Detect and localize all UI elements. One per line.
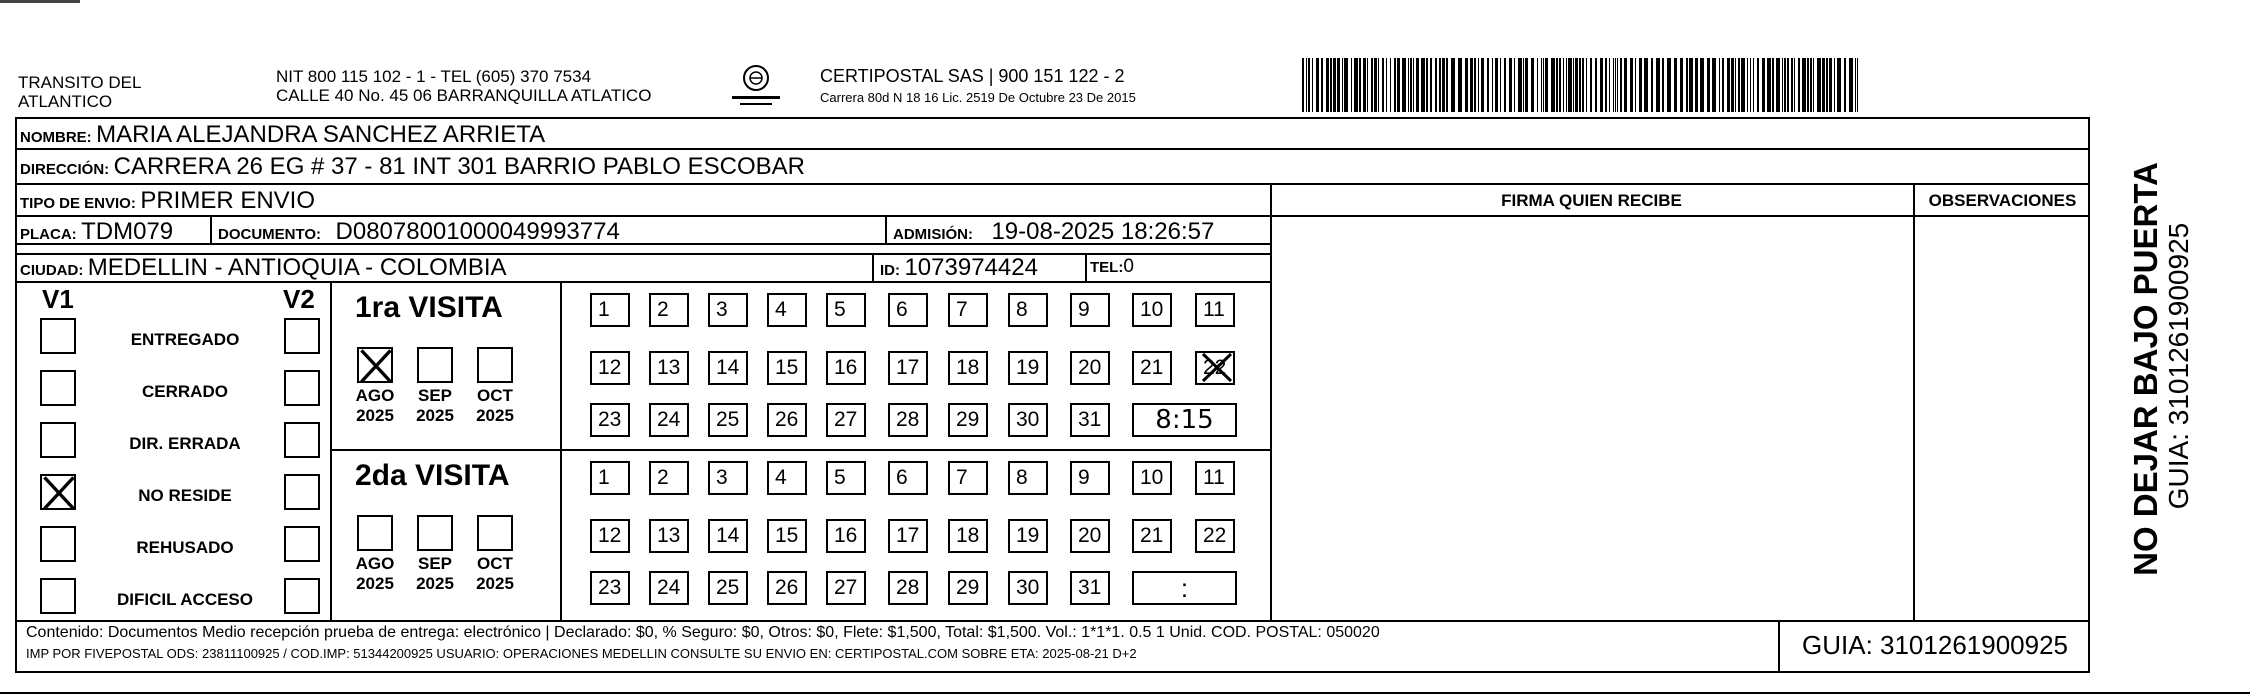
month-year: 2025 — [416, 574, 454, 593]
status-v2-checkbox[interactable] — [284, 422, 320, 458]
direccion-row — [20, 153, 805, 181]
visit-title: 2da VISITA — [355, 459, 510, 492]
certipostal-logo-icon — [728, 62, 784, 110]
nombre-value: MARIA ALEJANDRA SANCHEZ ARRIETA — [96, 121, 546, 148]
footer-content — [26, 624, 1766, 661]
status-v2-checkbox[interactable] — [284, 370, 320, 406]
id-value: 1073974424 — [904, 254, 1038, 281]
month-checkbox[interactable] — [477, 347, 513, 383]
ciudad-value: MEDELLIN - ANTIOQUIA - COLOMBIA — [87, 254, 507, 281]
placa-label: PLACA: — [20, 226, 77, 243]
admision-value: 19-08-2025 18:26:57 — [991, 218, 1215, 245]
firma-area[interactable] — [1274, 219, 1910, 617]
day-box[interactable]: 2 — [649, 293, 689, 327]
status-v1-checkbox[interactable] — [40, 526, 76, 562]
day-box[interactable]: 27 — [826, 403, 866, 437]
status-label: REHUSADO — [136, 538, 234, 557]
firma-divider — [1270, 183, 1272, 620]
day-box[interactable]: 11 — [1195, 293, 1235, 327]
status-v1-checkbox[interactable] — [40, 474, 76, 510]
direccion-value: CARRERA 26 EG # 37 - 81 INT 301 BARRIO PABLO ESCOBAR — [113, 153, 806, 180]
documento-cell — [218, 218, 620, 246]
firma-header: FIRMA QUIEN RECIBE — [1501, 191, 1682, 210]
status-v1-checkbox[interactable] — [40, 370, 76, 406]
cert-line-1: CERTIPOSTAL SAS | 900 151 122 - 2 — [820, 66, 1125, 86]
month-checkbox[interactable] — [357, 515, 393, 551]
org-line-1: TRANSITO DEL — [18, 73, 142, 92]
day-box[interactable]: 15 — [767, 519, 807, 553]
day-box[interactable]: 3 — [708, 461, 748, 495]
documento-value: D08078001000049993774 — [335, 218, 620, 245]
placa-value: TDM079 — [81, 218, 174, 245]
direccion-label: DIRECCIÓN: — [20, 161, 110, 178]
day-box[interactable]: 12 — [590, 519, 630, 553]
day-box[interactable]: 15 — [767, 351, 807, 385]
cell-divider — [1085, 253, 1087, 281]
observaciones-area[interactable] — [1917, 219, 2087, 617]
month-year: 2025 — [476, 574, 514, 593]
status-v2-checkbox[interactable] — [284, 526, 320, 562]
day-box[interactable]: 20 — [1070, 519, 1110, 553]
day-box[interactable]: 17 — [888, 351, 928, 385]
month-checkbox[interactable] — [357, 347, 393, 383]
month-name: SEP — [417, 554, 453, 573]
day-box[interactable]: 6 — [888, 461, 928, 495]
day-box[interactable]: 14 — [708, 519, 748, 553]
day-box[interactable]: 30 — [1008, 571, 1048, 605]
status-label: NO RESIDE — [138, 486, 232, 505]
day-box[interactable]: 13 — [649, 351, 689, 385]
day-box[interactable]: 4 — [767, 461, 807, 495]
side-text — [2096, 150, 2216, 590]
day-box[interactable]: 28 — [888, 403, 928, 437]
nombre-label: NOMBRE: — [20, 129, 92, 146]
day-box[interactable]: 22 — [1195, 351, 1235, 385]
day-box[interactable]: 5 — [826, 293, 866, 327]
day-box[interactable]: 20 — [1070, 351, 1110, 385]
time-box[interactable]: : — [1132, 571, 1237, 605]
day-box[interactable]: 9 — [1070, 461, 1110, 495]
time-box[interactable]: 8:15 — [1132, 403, 1237, 437]
day-box[interactable]: 26 — [767, 403, 807, 437]
day-box[interactable]: 3 — [708, 293, 748, 327]
day-box[interactable]: 26 — [767, 571, 807, 605]
day-box[interactable]: 12 — [590, 351, 630, 385]
footer-line-2: IMP POR FIVEPOSTAL ODS: 23811100925 / COD.IMP: 51344200925 USUARIO: OPERACIONES MEDELLIN CONSULTE SU ENVIO EN: CERTIPOSTAL.COM SOBRE ETA: 2025-08-21 D+2 — [26, 646, 1137, 661]
day-box[interactable]: 25 — [708, 403, 748, 437]
footer-line-1: Contenido: Documentos Medio recepción prueba de entrega: electrónico | Declarado: $0, % Seguro: $0, Otros: $0, Flete: $1,500, Total: $1,500. Vol.: 1*1*1. 0.5 1 Unid. COD. POSTAL: 050020 — [26, 624, 1380, 641]
day-box[interactable]: 27 — [826, 571, 866, 605]
day-box[interactable]: 19 — [1008, 519, 1048, 553]
day-box[interactable]: 8 — [1008, 461, 1048, 495]
certipostal-block — [820, 66, 1136, 105]
day-box[interactable]: 24 — [649, 403, 689, 437]
observaciones-header: OBSERVACIONES — [1928, 191, 2077, 210]
tel-cell — [1090, 256, 1134, 278]
day-box[interactable]: 16 — [826, 351, 866, 385]
day-box[interactable]: 7 — [948, 293, 988, 327]
footer-guia-box — [1778, 622, 2090, 671]
day-box[interactable]: 21 — [1132, 351, 1172, 385]
day-box[interactable]: 9 — [1070, 293, 1110, 327]
month-checkbox[interactable] — [417, 347, 453, 383]
bottom-edge — [0, 692, 2250, 694]
scan-artifact — [0, 0, 80, 3]
day-box[interactable]: 23 — [590, 571, 630, 605]
day-box[interactable]: 1 — [590, 293, 630, 327]
day-box[interactable]: 28 — [888, 571, 928, 605]
status-label: ENTREGADO — [130, 330, 240, 349]
month-year: 2025 — [416, 406, 454, 425]
tipo-value: PRIMER ENVIO — [140, 187, 316, 214]
month-checkbox[interactable] — [477, 515, 513, 551]
status-label: CERRADO — [142, 382, 228, 401]
documento-label: DOCUMENTO: — [218, 226, 322, 243]
day-box[interactable]: 6 — [888, 293, 928, 327]
status-v2-checkbox[interactable] — [284, 318, 320, 354]
nombre-row — [20, 121, 545, 149]
admision-label: ADMISIÓN: — [893, 226, 973, 243]
day-box[interactable]: 29 — [948, 403, 988, 437]
admision-cell — [893, 218, 1214, 246]
day-box[interactable]: 10 — [1132, 293, 1172, 327]
day-box[interactable]: 23 — [590, 403, 630, 437]
day-box[interactable]: 29 — [948, 571, 988, 605]
cell-divider — [210, 215, 212, 243]
day-box[interactable]: 8 — [1008, 293, 1048, 327]
org-name — [18, 73, 141, 111]
day-box[interactable]: 31 — [1070, 403, 1110, 437]
status-v1-checkbox[interactable] — [40, 422, 76, 458]
status-v1-checkbox[interactable] — [40, 318, 76, 354]
nit-line-2: CALLE 40 No. 45 06 BARRANQUILLA ATLATICO — [276, 86, 652, 105]
cell-divider — [872, 253, 874, 281]
id-cell — [880, 254, 1038, 282]
ciudad-row — [20, 254, 507, 282]
side-warning: NO DEJAR BAJO PUERTA — [2127, 162, 2164, 576]
month-year: 2025 — [476, 406, 514, 425]
v2-header: V2 — [283, 284, 315, 314]
tel-value: 0 — [1123, 256, 1134, 277]
day-box[interactable]: 1 — [590, 461, 630, 495]
status-v1-checkbox[interactable] — [40, 578, 76, 614]
day-box[interactable]: 25 — [708, 571, 748, 605]
status-v2-checkbox[interactable] — [284, 578, 320, 614]
day-box[interactable]: 30 — [1008, 403, 1048, 437]
day-box[interactable]: 21 — [1132, 519, 1172, 553]
month-year: 2025 — [356, 406, 394, 425]
day-box[interactable]: 18 — [948, 351, 988, 385]
tipo-row — [20, 187, 315, 215]
month-checkbox[interactable] — [417, 515, 453, 551]
month-year: 2025 — [356, 574, 394, 593]
visit-divider-h — [330, 449, 1270, 451]
footer-guia: GUIA: 3101261900925 — [1802, 630, 2068, 660]
month-name: SEP — [417, 386, 453, 405]
status-label: DIFICIL ACCESO — [116, 590, 253, 609]
cell-divider — [885, 215, 887, 243]
month-name: OCT — [477, 386, 513, 405]
nit-block — [276, 67, 651, 105]
day-box[interactable]: 7 — [948, 461, 988, 495]
cert-line-2: Carrera 80d N 18 16 Lic. 2519 De Octubre 23 De 2015 — [820, 90, 1136, 105]
id-label: ID: — [880, 262, 900, 279]
month-name: OCT — [477, 554, 513, 573]
day-box[interactable]: 17 — [888, 519, 928, 553]
day-box[interactable]: 10 — [1132, 461, 1172, 495]
day-box[interactable]: 5 — [826, 461, 866, 495]
day-box[interactable]: 11 — [1195, 461, 1235, 495]
nit-line-1: NIT 800 115 102 - 1 - TEL (605) 370 7534 — [276, 67, 592, 86]
placa-row — [20, 218, 173, 246]
column-header-divider — [1270, 215, 2090, 217]
day-box[interactable]: 31 — [1070, 571, 1110, 605]
day-box[interactable]: 19 — [1008, 351, 1048, 385]
status-label: DIR. ERRADA — [129, 434, 241, 453]
day-box[interactable]: 4 — [767, 293, 807, 327]
day-box[interactable]: 18 — [948, 519, 988, 553]
side-guia: GUIA: 3101261900925 — [2163, 222, 2194, 510]
obs-divider — [1913, 183, 1915, 620]
day-box[interactable]: 2 — [649, 461, 689, 495]
visit-title: 1ra VISITA — [355, 291, 503, 324]
day-box[interactable]: 14 — [708, 351, 748, 385]
ciudad-label: CIUDAD: — [20, 262, 84, 279]
org-line-2: ATLANTICO — [18, 92, 113, 111]
tipo-label: TIPO DE ENVIO: — [20, 195, 136, 212]
month-name: AGO — [355, 386, 395, 405]
v1-header: V1 — [42, 284, 74, 314]
status-v2-checkbox[interactable] — [284, 474, 320, 510]
row-divider — [15, 183, 2090, 185]
tel-label: TEL: — [1090, 259, 1124, 276]
month-name: AGO — [355, 554, 395, 573]
barcode — [1302, 58, 1862, 112]
day-box[interactable]: 24 — [649, 571, 689, 605]
day-box[interactable]: 16 — [826, 519, 866, 553]
day-box[interactable]: 22 — [1195, 519, 1235, 553]
day-box[interactable]: 13 — [649, 519, 689, 553]
